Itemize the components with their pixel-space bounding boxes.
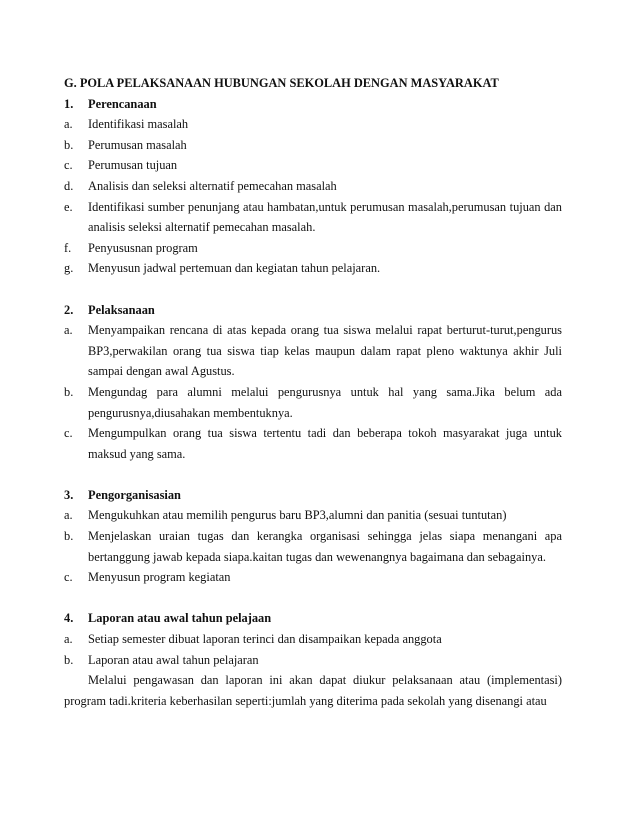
list-marker: f. bbox=[64, 240, 72, 255]
list-marker: d. bbox=[64, 178, 74, 193]
list-item-text: Identifikasi masalah bbox=[88, 117, 189, 132]
list-item bbox=[64, 567, 562, 588]
list-marker: a. bbox=[64, 117, 73, 132]
section-laporan bbox=[64, 608, 562, 711]
list-marker: a. bbox=[64, 632, 73, 647]
list-item-text: Menyusun program kegiatan bbox=[88, 570, 231, 585]
list-marker: b. bbox=[64, 529, 74, 544]
list-item bbox=[64, 526, 562, 567]
document-title: G. POLA PELAKSANAAN HUBUNGAN SEKOLAH DENGAN MASYARAKAT bbox=[64, 76, 499, 90]
list-item bbox=[64, 650, 562, 671]
list-item bbox=[64, 320, 562, 382]
list-marker: b. bbox=[64, 652, 74, 667]
section-number: 4. bbox=[64, 611, 74, 626]
list-item-text: Setiap semester dibuat laporan terinci dan disampaikan kepada anggota bbox=[88, 632, 442, 647]
section-heading-text: Laporan atau awal tahun pelajaan bbox=[88, 611, 272, 626]
list-marker: b. bbox=[64, 137, 74, 152]
section-heading bbox=[64, 300, 562, 321]
section-heading-text: Pengorganisasian bbox=[88, 487, 181, 502]
list-marker: a. bbox=[64, 323, 73, 338]
list-item bbox=[64, 176, 562, 197]
list-marker: c. bbox=[64, 158, 73, 173]
list-marker: g. bbox=[64, 261, 74, 276]
list-item-text: Mengumpulkan orang tua siswa tertentu tadi dan beberapa tokoh masyarakat juga untuk maksud yang sama. bbox=[88, 426, 562, 461]
section-heading-text: Pelaksanaan bbox=[88, 302, 155, 317]
section-heading-text: Perencanaan bbox=[88, 96, 157, 111]
list-item-text: Analisis dan seleksi alternatif pemecahan masalah bbox=[88, 178, 337, 193]
list-item bbox=[64, 629, 562, 650]
list-marker: b. bbox=[64, 384, 74, 399]
section-pelaksanaan bbox=[64, 300, 562, 465]
list-item bbox=[64, 382, 562, 423]
list-marker: e. bbox=[64, 199, 73, 214]
list-item bbox=[64, 114, 562, 135]
list-item-text: Menyampaikan rencana di atas kepada orang tua siswa melalui rapat berturut-turut,pengurus BP3,perwakilan orang tua siswa tiap kelas maupun dalam rapat pleno waktunya akhir Juli sampai dengan awal Agustus. bbox=[88, 323, 562, 379]
list-item bbox=[64, 155, 562, 176]
section-number: 3. bbox=[64, 487, 74, 502]
list-item-text: Menyusun jadwal pertemuan dan kegiatan tahun pelajaran. bbox=[88, 261, 381, 276]
list-marker: a. bbox=[64, 508, 73, 523]
section-perencanaan bbox=[64, 94, 562, 279]
section-number: 2. bbox=[64, 302, 74, 317]
section-heading bbox=[64, 608, 562, 629]
list-marker: c. bbox=[64, 426, 73, 441]
body-paragraph: Melalui pengawasan dan laporan ini akan dapat diukur pelaksanaan atau (implementasi) program tadi.kriteria keberhasilan seperti:jumlah yang diterima pada sekolah yang disenangi atau bbox=[64, 673, 562, 708]
list-item bbox=[64, 423, 562, 464]
list-item-text: Perumusan masalah bbox=[88, 137, 187, 152]
section-pengorganisasian bbox=[64, 485, 562, 588]
list-item bbox=[64, 197, 562, 238]
section-heading bbox=[64, 485, 562, 506]
document-body bbox=[64, 73, 562, 711]
section-heading bbox=[64, 94, 562, 115]
list-marker: c. bbox=[64, 570, 73, 585]
list-item-text: Menjelaskan uraian tugas dan kerangka organisasi sehingga jelas siapa menangani apa bertanggung jawab kepada siapa.kaitan tugas dan wewenangnya bagaimana dan sebagainya. bbox=[88, 529, 562, 564]
section-number: 1. bbox=[64, 96, 74, 111]
list-item-text: Perumusan tujuan bbox=[88, 158, 178, 173]
list-item-text: Mengukuhkan atau memilih pengurus baru BP3,alumni dan panitia (sesuai tuntutan) bbox=[88, 508, 507, 523]
list-item bbox=[64, 505, 562, 526]
list-item-text: Laporan atau awal tahun pelajaran bbox=[88, 652, 259, 667]
list-item bbox=[64, 238, 562, 259]
list-item-text: Identifikasi sumber penunjang atau hambatan,untuk perumusan masalah,perumusan tujuan dan analisis seleksi alternatif pemecahan masalah. bbox=[88, 199, 562, 235]
list-item bbox=[64, 135, 562, 156]
list-item-text: Penyususnan program bbox=[88, 240, 198, 255]
list-item-text: Mengundag para alumni melalui pengurusnya untuk hal yang sama.Jika belum ada pengurusnya,diusahakan membentuknya. bbox=[88, 384, 562, 420]
list-item bbox=[64, 258, 562, 279]
